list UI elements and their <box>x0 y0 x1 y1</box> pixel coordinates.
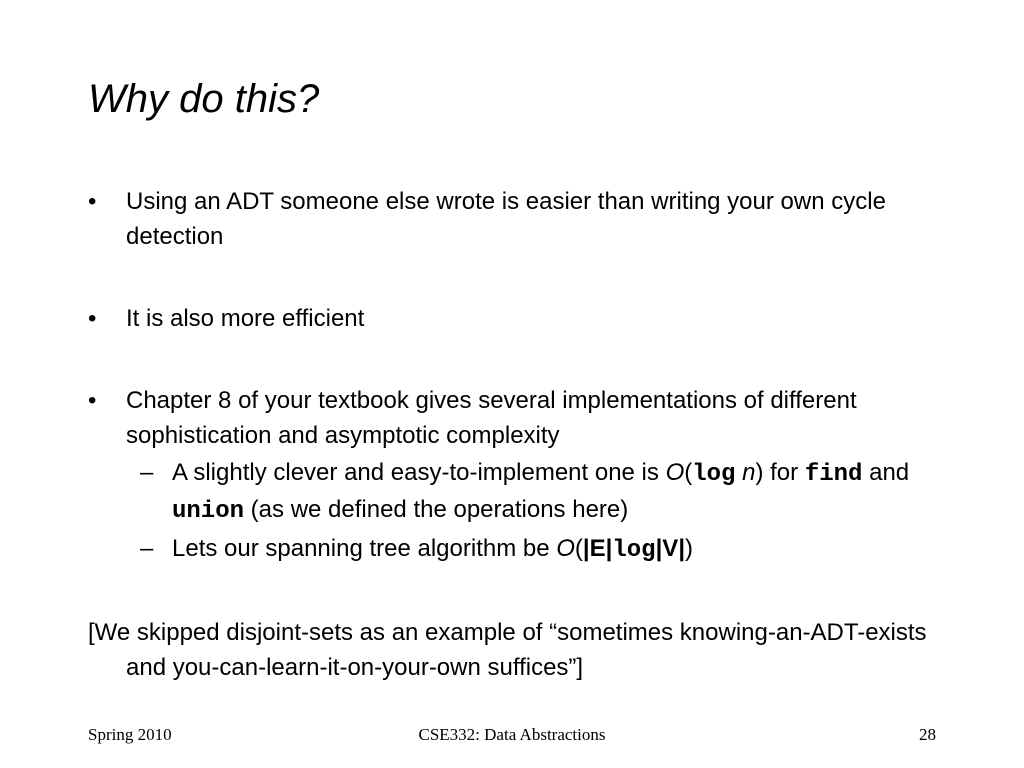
abs-bar: | <box>582 535 590 562</box>
sub-text: and <box>862 459 910 486</box>
find-code: find <box>804 461 863 488</box>
paren-open: ( <box>684 459 693 486</box>
bullet-adt-easier <box>88 184 948 254</box>
big-o: O <box>556 535 575 562</box>
bullet-more-efficient <box>88 301 948 336</box>
bullet-marker: • <box>88 305 97 332</box>
bullet-marker: • <box>88 188 97 215</box>
log-code: log <box>692 461 736 488</box>
bullet-text: It is also more efficient <box>126 305 365 332</box>
big-o: O <box>665 459 685 486</box>
slide-body <box>88 184 948 685</box>
sub-text: A slightly clever and easy-to-implement one is <box>172 459 666 486</box>
bullet-chapter-8 <box>88 383 948 453</box>
paren-open: ( <box>574 535 583 562</box>
footer-date: Spring 2010 <box>88 725 172 744</box>
union-code: union <box>172 498 245 525</box>
sub-item-marker: – <box>140 535 154 562</box>
paren-close: ) <box>755 459 764 486</box>
abs-bar: | <box>655 535 663 562</box>
slide-title: Why do this? <box>88 77 320 121</box>
log-code: log <box>612 537 656 564</box>
sub-item-marker: – <box>140 459 154 486</box>
sub-text: (as we defined the operations here) <box>244 496 629 523</box>
footer-page-number: 28 <box>919 725 936 744</box>
bullet-text: Using an ADT someone else wrote is easier than writing your own cycle detection <box>126 188 886 250</box>
vertex-set: V <box>662 535 679 562</box>
sub-item-clever-implementation <box>88 455 948 529</box>
abs-bar: | <box>605 535 613 562</box>
edge-set: E <box>589 535 606 562</box>
abs-bar: | <box>678 535 686 562</box>
bullet-marker: • <box>88 387 97 414</box>
sub-text: for <box>763 459 805 486</box>
n-variable: n <box>735 459 756 486</box>
paren-close: ) <box>685 535 694 562</box>
sub-text: Lets our spanning tree algorithm be <box>172 535 557 562</box>
skipped-note: [We skipped disjoint-sets as an example of “sometimes knowing-an-ADT-exists and you-can-learn-it-on-your-own suffices”] <box>88 619 927 681</box>
footer-course: CSE332: Data Abstractions <box>418 725 606 744</box>
bullet-text: Chapter 8 of your textbook gives several implementations of different sophistication and asymptotic complexity <box>126 387 857 449</box>
sub-item-spanning-tree <box>88 531 948 568</box>
